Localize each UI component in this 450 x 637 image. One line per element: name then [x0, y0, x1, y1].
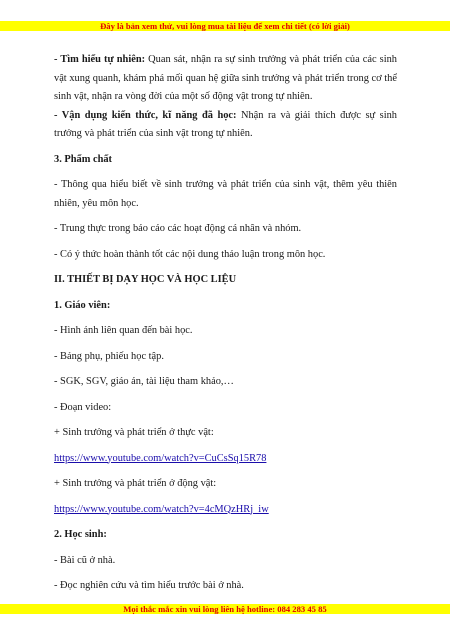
subheading-teacher: 1. Giáo viên:	[54, 299, 111, 311]
student-item: - Bài cũ ở nhà.	[54, 554, 116, 566]
teacher-item: - Bảng phụ, phiếu học tập.	[54, 350, 164, 362]
student-item: - Đọc nghiên cứu và tìm hiểu trước bài ở nhà.	[54, 580, 244, 591]
quality-item: - Có ý thức hoàn thành tốt các nội dung thảo luận trong môn học.	[54, 248, 326, 260]
skill-paragraph	[54, 51, 397, 107]
quality-item: - Thông qua hiểu biết về sinh trưởng và phát triển của sinh vật, thêm yêu thiên nhiên, yêu môn học.	[54, 179, 397, 209]
teacher-item: - Đoạn video:	[54, 401, 112, 413]
teacher-item: - SGK, SGV, giáo án, tài liệu tham khảo,…	[54, 376, 234, 387]
skill-text: Nhận ra và giải thích được sự sinh trưởng và phát triển của sinh vật trong tự nhiên.	[54, 109, 397, 139]
skill-label: - Tìm hiểu tự nhiên:	[54, 54, 146, 65]
preview-notice-banner	[0, 21, 450, 31]
video-caption: + Sinh trưởng và phát triển ở động vật:	[54, 478, 217, 489]
video-link-plants[interactable]: https://www.youtube.com/watch?v=CuCsSq15R78	[54, 452, 267, 464]
teacher-item: - Hình ảnh liên quan đến bài học.	[54, 325, 193, 336]
hotline-notice-text: Mọi thắc mắc xin vui lòng liên hệ hotline: 084 283 45 85	[123, 604, 327, 614]
section-heading-equipment: II. THIẾT BỊ DẠY HỌC VÀ HỌC LIỆU	[54, 274, 237, 285]
skill-paragraph	[54, 107, 397, 144]
hotline-notice-banner	[0, 604, 450, 614]
section-heading-qualities: 3. Phẩm chất	[54, 153, 113, 165]
skill-text: Quan sát, nhận ra sự sinh trưởng và phát triển của các sinh vật xung quanh, khám phá mối quan hệ giữa sinh trưởng và phát triển trong cơ thể sinh vật, nhận ra vòng đời của một số động vật trong tự nhiên.	[54, 54, 398, 102]
quality-item: - Trung thực trong báo cáo các hoạt động cá nhân và nhóm.	[54, 223, 302, 234]
video-caption: + Sinh trưởng và phát triển ở thực vật:	[54, 427, 214, 438]
skill-label: - Vận dụng kiến thức, kĩ năng đã học:	[54, 109, 237, 121]
video-link-animals[interactable]: https://www.youtube.com/watch?v=4cMQzHRj_iw	[54, 503, 269, 515]
subheading-student: 2. Học sinh:	[54, 529, 107, 540]
document-body	[54, 51, 397, 603]
preview-notice-text: Đây là bản xem thử, vui lòng mua tài liệu để xem chi tiết (có lời giải)	[100, 21, 350, 31]
